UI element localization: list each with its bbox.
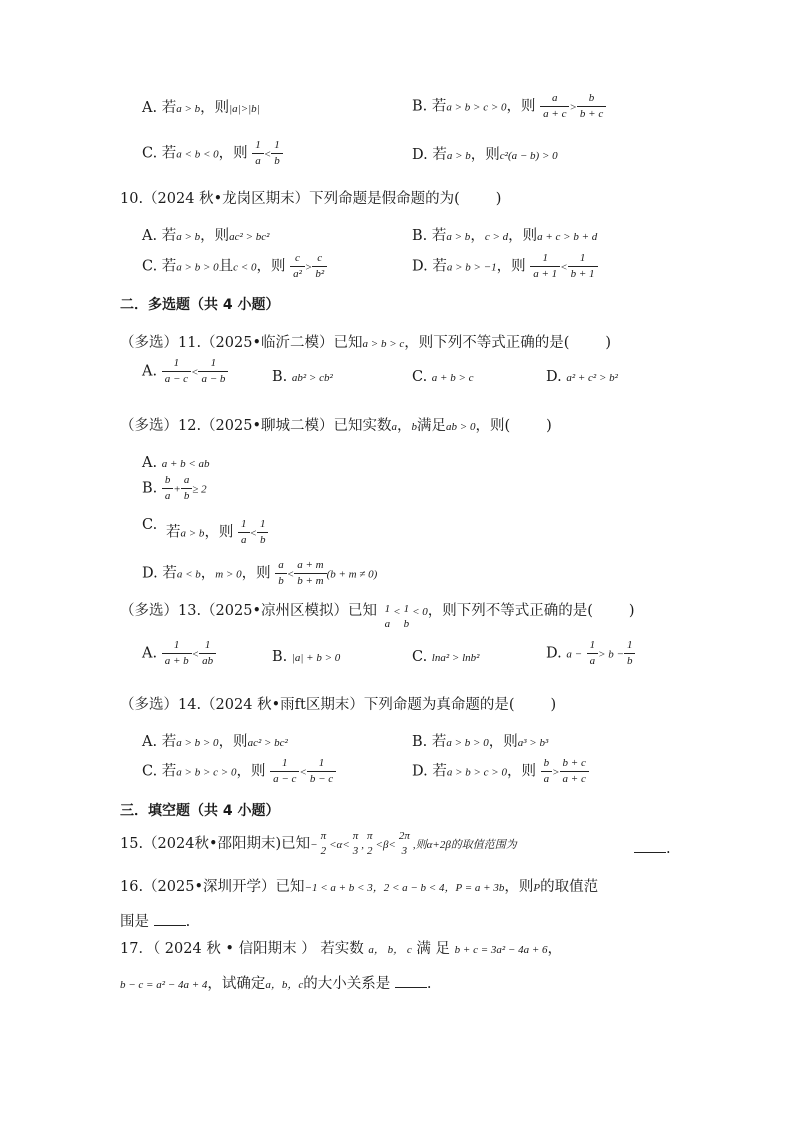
math-expr: a > b [446,231,471,243]
numerator: 1 [198,358,228,372]
denominator: a [384,618,391,630]
q15-answer [634,840,671,857]
math-expr: , [361,839,365,851]
option-label: B. [272,649,288,665]
text: ，则 [218,734,248,750]
math-expr: a > b > c > 0 [446,101,507,114]
denominator: b + m [297,575,324,587]
option-label: D. 若 [142,565,177,582]
numerator: c [290,253,305,267]
option-label: C. 若 [142,145,177,162]
answer-blank[interactable] [395,975,427,988]
numerator: a [181,475,193,489]
math-expr: a > b > 0 [176,737,219,749]
math-expr: a + b < ab [161,458,210,470]
math-expr: a + b > c [431,372,474,384]
q9-option-d [412,148,558,163]
text: ，则 [241,565,271,582]
denominator: b [274,155,280,167]
denominator: a − b [201,373,226,385]
text: ，则 [204,524,234,541]
denominator: b² [315,268,325,280]
option-label: C. 若 [142,258,177,275]
q10-option-b [412,229,597,244]
q11-option-d [546,370,618,385]
fraction [270,758,299,785]
relation: ≥ 2 [192,483,207,496]
denominator: b [403,618,410,630]
option-label: B. [142,480,158,497]
numerator: b [577,93,606,107]
q12-option-a [142,456,210,471]
text: ， [200,565,216,582]
numerator: b [162,475,174,489]
option-label: D. 若 [412,147,447,163]
question-10-stem [120,192,501,207]
math-expr: a > b > −1 [446,261,497,274]
text: ， [547,941,563,957]
fraction [199,640,216,667]
fraction [294,560,326,587]
question-text: （多选）12.（2025•聊城二模）已知实数 [120,418,392,434]
text: 且 [218,258,234,275]
option-label: D. 若 [412,763,447,780]
option-label: D. [546,369,562,385]
option-label: A. 若 [142,228,177,244]
relation: < [191,648,200,661]
denominator: b [626,655,633,667]
fraction [238,519,250,546]
math-expr: ac² > bc² [247,737,288,749]
fraction [275,560,287,587]
question-17 [120,942,562,957]
q9-option-a [142,101,260,116]
math-expr: −1 < a + b < 3，2 < a − b < 4，P = a + 3b [304,882,505,894]
denominator: a + 1 [533,268,558,280]
text: ，则 [200,100,230,116]
numerator: 1 [238,519,250,533]
fraction [162,640,192,667]
fraction [541,758,553,785]
numerator: 1 [199,640,216,654]
math-expr: lna² > lnb² [431,652,480,664]
question-text: 16.（2025•深圳开学）已知 [120,879,305,895]
relation: > [304,261,313,274]
section-title-fill-blank: 三．填空题（共 4 小题） [120,803,280,819]
fraction [162,358,191,385]
q9-option-b [412,93,606,120]
option-label: B. [272,369,288,385]
q10-option-a [142,229,269,244]
text: ) [546,418,552,434]
numerator: 1 [257,519,269,533]
relation: + [173,483,181,496]
text: 满足 [417,418,447,434]
math-expr: a， b， c [368,944,412,956]
q14-option-a [142,735,288,750]
q11-option-c [412,370,474,385]
relation: < [560,261,568,274]
denominator: a [255,155,261,167]
fraction [312,253,327,280]
fraction [290,253,305,280]
denominator: 2 [320,845,327,857]
denominator: ab [202,655,214,667]
numerator: b + c [560,758,589,772]
q10-option-c [142,253,327,280]
math-expr: a > b > c > 0 [176,766,237,779]
option-label: A. 若 [142,100,177,116]
math-expr: a² + c² > b² [566,372,618,384]
question-text: （多选）14.（2024 秋•雨ft区期末）下列命题为真命题的是( [120,697,515,713]
fraction [530,253,560,280]
denominator: b − c [309,773,334,785]
text: ) [628,603,635,619]
numerator: 1 [270,758,299,772]
section-title-multi-choice: 二．多选题（共 4 小题） [120,297,280,313]
denominator: 3 [352,845,359,857]
text: 满 足 [416,941,451,957]
text: ) [550,697,557,713]
math-expr: a > b > c [362,338,405,350]
fraction [396,831,413,857]
fraction [181,475,193,502]
text: 若 [166,524,181,541]
fraction [560,758,589,785]
math-expr: (b + m ≠ 0) [326,568,378,581]
q11-option-b [272,370,333,385]
math-expr: a − [566,648,583,661]
text: ，则 [508,228,538,244]
math-expr: c < 0 [233,261,257,274]
text: ，则 [200,228,230,244]
numerator: a [540,93,569,107]
relation: < [393,606,401,618]
text: ， [397,418,412,434]
text: ，则 [470,147,500,163]
question-text: 17．（ 2024 秋 • 信阳期末 ） 若实数 [120,941,364,957]
math-expr: ab > 0 [446,421,476,433]
math-expr: a > b [446,150,471,162]
question-11-stem [120,336,611,351]
relation: < [263,148,272,161]
denominator: a [164,490,171,502]
math-expr: c > d [484,231,509,243]
question-text: （多选）11.（2025•临沂二模）已知 [120,335,363,351]
q13-option-c [412,650,479,665]
q12-option-b [142,475,207,502]
option-label: C. 若 [142,763,177,780]
q14-option-d [412,758,589,785]
option-label: D. 若 [412,258,447,275]
denominator: b + c [579,108,604,120]
q12-option-c-label: C. [142,517,158,533]
numerator: c [312,253,327,267]
question-text: （多选）13.（2025•凉州区模拟）已知 [120,603,378,619]
fraction [364,831,376,857]
numerator: 1 [624,640,636,654]
q13-option-d [546,640,635,667]
math-expr: a，b，c [265,979,304,991]
question-14-stem [120,698,556,713]
numerator: 1 [271,140,283,154]
option-label: C. [412,369,428,385]
text: ，则 [236,763,266,780]
denominator: a + b [164,655,189,667]
text: ， [470,228,485,244]
fraction [198,358,228,385]
math-expr: <α< [329,839,350,851]
q12-option-d [142,560,377,587]
q14-option-c [142,758,336,785]
option-label: C. [412,649,428,665]
math-expr: < 0 [412,606,428,618]
text: . [426,976,432,992]
text: ，则下列不等式正确的是( [427,603,593,619]
denominator: a − c [164,373,189,385]
numerator: 1 [162,358,191,372]
denominator: a + c [562,773,586,785]
q10-option-d [412,253,598,280]
numerator: 1 [252,140,264,154]
fraction [350,830,365,857]
relation: < [191,366,199,379]
fraction [587,640,599,667]
text: ，则 [218,145,248,162]
relation: > [569,101,577,114]
question-text: 10.（2024 秋•龙岗区期末）下列命题是假命题的为( [120,191,460,207]
numerator: π [352,830,359,842]
numerator: a + m [294,560,326,574]
text: ) [495,191,502,207]
denominator: b [259,534,266,546]
answer-blank[interactable] [154,913,186,926]
math-expr: |a| + b > 0 [291,652,341,664]
denominator: 2 [367,845,373,857]
relation: < [299,766,307,779]
q12-option-c [166,519,268,546]
question-12-stem [120,419,552,434]
numerator: b [541,758,553,772]
q9-option-c [142,140,283,167]
text: ，则( [475,418,511,434]
denominator: 3 [401,845,408,857]
option-label: B. 若 [412,228,447,244]
math-expr: P [533,882,541,894]
question-17-line2 [120,975,431,992]
numerator: π [320,830,327,842]
text: . [185,914,191,930]
numerator: 1 [384,603,391,615]
numerator: 1 [307,758,336,772]
denominator: a − c [273,773,297,785]
relation: > b − [598,648,624,661]
math-expr: |a|>|b| [229,103,260,115]
question-13-stem [120,604,635,630]
q11-option-a [142,358,228,385]
text: ，则 [488,734,518,750]
fraction [401,604,413,630]
question-text: 15.（2024秋•邵阳期末)已知 [120,836,311,852]
relation: < [286,568,295,581]
math-expr: b [411,421,418,433]
denominator: a² [293,268,302,280]
numerator: 1 [568,253,598,267]
numerator: 1 [403,603,410,615]
fraction [624,640,636,667]
fraction [252,140,264,167]
fraction [307,758,336,785]
math-expr: a < b [176,568,201,581]
denominator: b [278,575,284,587]
question-16 [120,880,598,895]
math-expr: a³ > b³ [517,737,549,749]
numerator: a [275,560,287,574]
fraction [568,253,598,280]
text: ，则下列不等式正确的是( [404,335,570,351]
q13-option-a [142,640,216,667]
numerator: 1 [162,640,192,654]
fraction [577,93,606,120]
q14-option-b [412,735,548,750]
text: ) [605,335,612,351]
math-expr: a > b > c > 0 [446,766,507,779]
text: ，则 [256,258,286,275]
fraction [271,140,283,167]
numerator: 1 [587,640,599,654]
math-expr: ac² > bc² [229,231,270,243]
math-expr: a [391,421,398,433]
fraction [540,93,569,120]
option-label: A. 若 [142,734,177,750]
fraction [257,519,269,546]
option-label: B. 若 [412,98,447,115]
math-expr: a > b > 0 [176,261,219,274]
text: ，则 [496,258,526,275]
math-expr: a + c > b + d [537,231,598,243]
relation: < [249,527,257,540]
option-label: D. [546,645,562,662]
denominator: a [589,655,596,667]
question-16-line2 [120,913,190,930]
text: ，则 [504,879,534,895]
text: . [666,841,671,857]
question-15: 15.（2024秋•邵阳期末)已知− π 2 <α< π 3 , π 2 <β< 2π 3 ,则α+2β的取值范围为 [120,830,517,857]
text: 的取值范 [540,879,599,895]
math-expr: b + c = 3a² − 4a + 6 [454,944,548,956]
option-label: A. [142,363,158,380]
math-expr: a < b < 0 [176,148,219,161]
math-expr: a > b [180,527,205,540]
math-expr: ab² > cb² [291,372,333,384]
fraction [382,604,394,630]
option-label: A. [142,455,158,471]
denominator: a [241,534,247,546]
denominator: a [543,773,550,785]
denominator: b + 1 [570,268,595,280]
text: ，则 [506,98,536,115]
math-expr: a > b > 0 [446,737,489,749]
q13-option-b [272,650,340,665]
math-expr: b − c = a² − 4a + 4 [120,979,208,991]
math-expr: a > b [176,103,201,115]
text: 的大小关系是 [303,976,391,992]
numerator: π [367,830,373,842]
math-expr: <β< [375,839,396,851]
text: ，试确定 [207,976,266,992]
denominator: b [183,490,190,502]
option-label: A. [142,645,158,662]
fraction [318,831,330,857]
denominator: a + c [543,108,567,120]
text: ，则 [506,763,536,780]
numerator: 2π [398,830,410,842]
numerator: 1 [530,253,560,267]
math-expr: ,则α+2β的取值范围为 [412,839,517,851]
math-expr: m > 0 [215,568,242,581]
math-expr: c²(a − b) > 0 [499,150,558,162]
option-label: B. 若 [412,734,447,750]
math-expr: a > b [176,231,201,243]
answer-blank[interactable] [634,840,666,853]
relation: > [552,766,560,779]
fraction [162,475,174,502]
text: 围是 [120,914,149,930]
